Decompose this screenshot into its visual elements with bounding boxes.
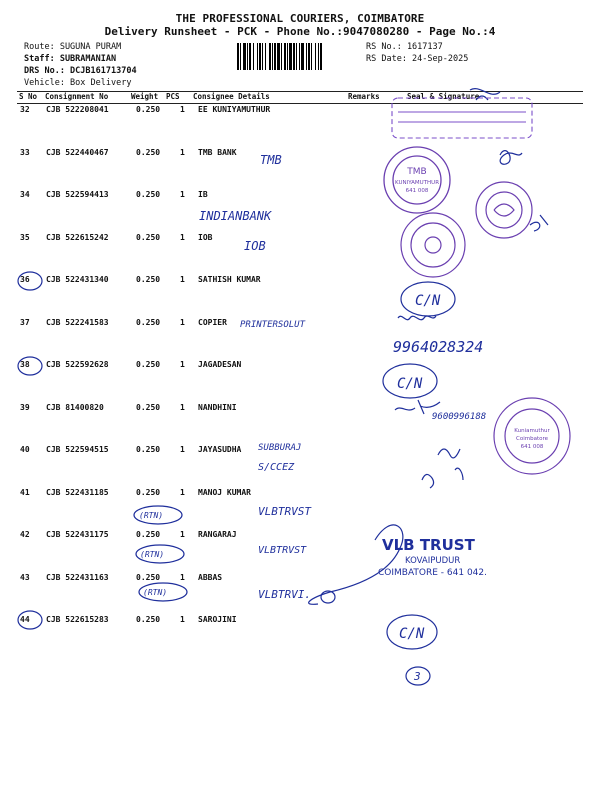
row-pcs: 1 (180, 530, 185, 539)
route-label: Route: SUGUNA PURAM (24, 42, 122, 52)
hw-jaya-2: S/CCEZ (258, 462, 295, 473)
circle-mark-small (321, 591, 335, 603)
signature-stroke-8 (422, 474, 434, 488)
row-consignment: CJB 522431175 (46, 530, 109, 539)
signature-stroke-5 (398, 316, 436, 320)
hw-cn-1: C/N (415, 293, 441, 309)
row-consignment: CJB 522431185 (46, 488, 109, 497)
row-pcs: 1 (180, 233, 185, 242)
vlb-trust-stamp (378, 536, 487, 578)
svg-text:KOVAIPUDUR: KOVAIPUDUR (405, 556, 461, 566)
svg-text:Coimbatore: Coimbatore (516, 436, 548, 442)
row-sno: 38 (20, 360, 30, 369)
runsheet-info-left (24, 41, 137, 89)
row-consignment: CJB 522615242 (46, 233, 109, 242)
col-consignment: Consignment No (45, 92, 109, 101)
row-weight: 0.250 (136, 530, 161, 539)
col-remarks: Remarks (348, 92, 380, 101)
row-consignment: CJB 81400820 (46, 403, 104, 412)
row-sno: 37 (20, 318, 30, 327)
barcode-icon (237, 43, 363, 70)
row-weight: 0.250 (136, 615, 161, 624)
row-consignee: EE KUNIYAMUTHUR (198, 105, 271, 114)
document-subtitle: Delivery Runsheet - PCK - Phone No.:9047080280 - Page No.:4 (104, 25, 496, 38)
signature-stroke-7 (438, 449, 463, 480)
row-weight: 0.250 (136, 105, 161, 114)
col-sno: S No (19, 92, 38, 101)
row-consignment: CJB 522431163 (46, 573, 109, 582)
row-consignee: SAROJINI (198, 615, 237, 624)
row-sno: 39 (20, 403, 30, 412)
row-consignment: CJB 522440467 (46, 148, 109, 157)
signature-stroke-1 (309, 525, 403, 604)
row-sno: 35 (20, 233, 30, 242)
hw-vlb-1: VLBTRVST (258, 505, 311, 518)
hw-tmb: TMB (260, 153, 282, 167)
row-consignment: CJB 522615283 (46, 615, 109, 624)
row-consignee: SATHISH KUMAR (198, 275, 261, 284)
svg-text:Kuniamuthur: Kuniamuthur (514, 428, 550, 434)
hw-printersolution: PRINTERSOLUT (240, 320, 306, 330)
row-pcs: 1 (180, 148, 185, 157)
row-weight: 0.250 (136, 573, 161, 582)
hw-three: 3 (414, 670, 421, 683)
table-header (17, 91, 583, 104)
row-sno: 40 (20, 445, 30, 454)
rtn-oval-3 (139, 583, 187, 601)
row-consignee: IB (198, 190, 208, 199)
row-sno: 36 (20, 275, 30, 284)
row-pcs: 1 (180, 403, 185, 412)
row-consignment: CJB 522594413 (46, 190, 109, 199)
three-circle (406, 667, 430, 685)
svg-text:VLB TRUST: VLB TRUST (382, 536, 475, 554)
svg-text:KUNIYAMUTHUR: KUNIYAMUTHUR (394, 180, 440, 186)
row-consignee: JAGADESAN (198, 360, 242, 369)
col-consignee: Consignee Details (193, 92, 270, 101)
row-weight: 0.250 (136, 148, 161, 157)
row-sno: 33 (20, 148, 30, 157)
row-pcs: 1 (180, 360, 185, 369)
row-sno: 42 (20, 530, 30, 539)
row-consignment: CJB 522208041 (46, 105, 109, 114)
row-sno: 43 (20, 573, 30, 582)
svg-text:641 008: 641 008 (520, 444, 544, 450)
vehicle-label: Vehicle: Box Delivery (24, 78, 132, 88)
row-consignment: CJB 522431340 (46, 275, 109, 284)
tmb-bank-stamp (384, 147, 450, 213)
row-consignee: NANDHINI (198, 403, 237, 412)
signature-stroke-3 (500, 151, 522, 165)
row-pcs: 1 (180, 488, 185, 497)
hw-indianbank: INDIANBANK (199, 209, 272, 223)
row-pcs: 1 (180, 318, 185, 327)
hw-rtn-3: (RTN) (143, 588, 168, 597)
signature-stroke-4 (530, 215, 548, 231)
row-pcs: 1 (180, 190, 185, 199)
row-consignee: RANGARAJ (198, 530, 237, 539)
cn-circle-1 (401, 282, 455, 316)
row-pcs: 1 (180, 573, 185, 582)
row-consignee: COPIER (198, 318, 227, 327)
hw-vlb-2: VLBTRVST (258, 545, 307, 556)
row-pcs: 1 (180, 615, 185, 624)
svg-text:641 008: 641 008 (405, 188, 429, 194)
col-weight: Weight (131, 92, 159, 101)
row-sno: 32 (20, 105, 30, 114)
col-pcs: PCS (166, 92, 180, 101)
iob-bank-stamp (401, 213, 465, 277)
hw-iob: IOB (244, 239, 266, 253)
rtn-oval-2 (136, 545, 184, 563)
row-weight: 0.250 (136, 403, 161, 412)
hw-phone-2: 9600996188 (432, 412, 487, 422)
row-consignment: CJB 522592628 (46, 360, 109, 369)
row-consignment: CJB 522241583 (46, 318, 109, 327)
hw-cn-3: C/N (399, 626, 425, 642)
staff-label: Staff: SUBRAMANIAN (24, 54, 117, 64)
row-consignee: ABBAS (198, 573, 223, 582)
hw-rtn-2: (RTN) (140, 550, 165, 559)
rtn-oval-1 (134, 506, 182, 524)
hw-cn-2: C/N (397, 376, 423, 392)
row-weight: 0.250 (136, 445, 161, 454)
signature-stroke-6 (395, 400, 440, 414)
ib-bank-stamp (476, 182, 532, 238)
row-consignment: CJB 522594515 (46, 445, 109, 454)
cn-circle-3 (387, 615, 437, 649)
row-pcs: 1 (180, 105, 185, 114)
bank-stamp-top (392, 98, 532, 138)
row-consignee: IOB (198, 233, 213, 242)
row-weight: 0.250 (136, 360, 161, 369)
row-weight: 0.250 (136, 488, 161, 497)
row-sno: 41 (20, 488, 30, 497)
hw-phone: 9964028324 (393, 338, 484, 356)
svg-text:TMB: TMB (407, 167, 427, 177)
row-weight: 0.250 (136, 233, 161, 242)
hw-vlb-3: VLBTRVI. (258, 588, 311, 601)
row-sno: 34 (20, 190, 30, 199)
row-consignee: TMB BANK (198, 148, 237, 157)
hw-jaya-1: SUBBURAJ (258, 443, 302, 453)
hw-rtn-1: (RTN) (139, 511, 164, 520)
runsheet-info-right (366, 41, 468, 65)
svg-text:COIMBATORE - 641 042.: COIMBATORE - 641 042. (378, 568, 487, 578)
document-title: THE PROFESSIONAL COURIERS, COIMBATORE (175, 12, 425, 25)
row-consignee: JAYASUDHA (198, 445, 242, 454)
row-pcs: 1 (180, 275, 185, 284)
row-consignee: MANOJ KUMAR (198, 488, 251, 497)
row-weight: 0.250 (136, 318, 161, 327)
row-weight: 0.250 (136, 190, 161, 199)
rs-number: RS No.: 1617137 (366, 42, 443, 52)
college-stamp (494, 398, 570, 474)
rs-date: RS Date: 24-Sep-2025 (366, 54, 469, 64)
col-seal: Seal & Signature (407, 92, 480, 101)
drs-label: DRS No.: DCJB161713704 (24, 66, 137, 76)
row-weight: 0.250 (136, 275, 161, 284)
row-sno: 44 (20, 615, 30, 624)
cn-circle-2 (383, 364, 437, 398)
row-pcs: 1 (180, 445, 185, 454)
